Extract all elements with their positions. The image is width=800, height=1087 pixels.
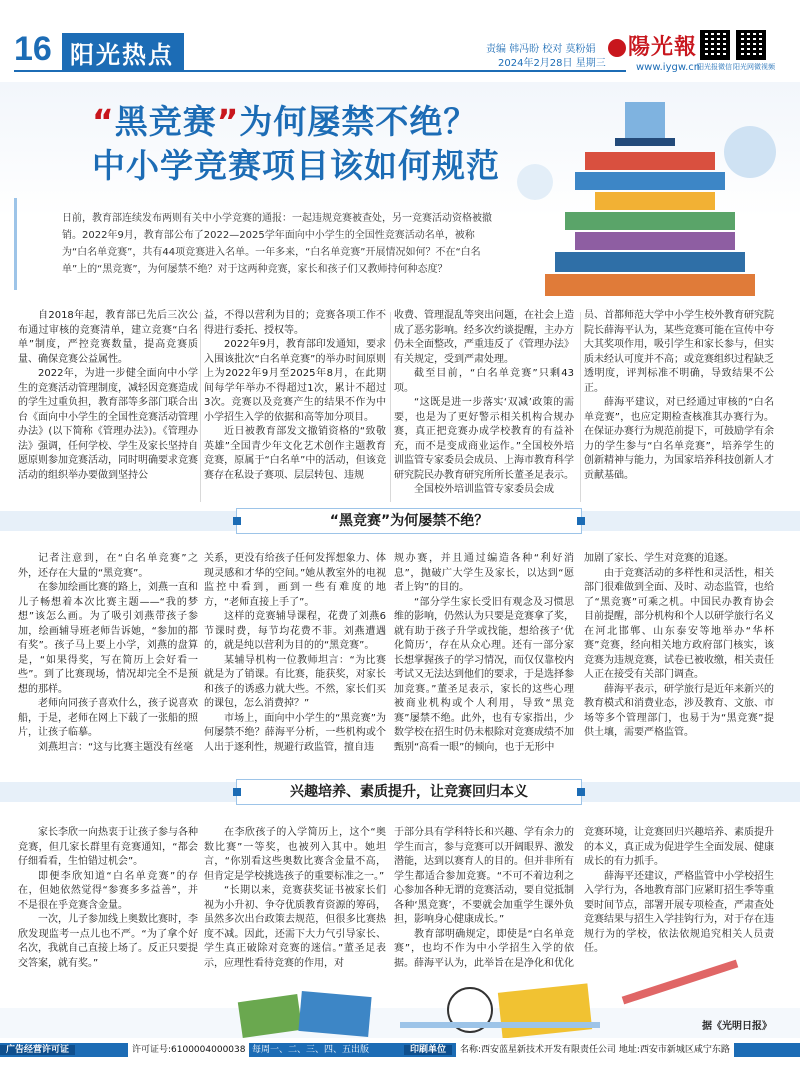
subhead-why-black-contests: “黑竞赛”为何屡禁不绝？: [236, 508, 582, 534]
qr1-caption: 阳光报微信: [697, 63, 732, 71]
paragraph: 关系，更没有给孩子任何发挥想象力、体现灵感和才华的空间。”她从教室外的电视监控中看到，画到一些有难度的地方，“老师直接上手了”。: [204, 553, 386, 608]
newspaper-logo: [608, 30, 698, 58]
mortarboard-icon: [625, 102, 665, 138]
date-line: 2024年2月28日 星期三: [498, 58, 606, 69]
paragraph: 即便李欣知道“白名单竞赛”的存在，但她依然觉得“参赛多多益善”，并不是很在乎竞赛含金量。: [18, 870, 198, 911]
footer-ad-label: [0, 1043, 75, 1057]
section-tag: 阳光热点: [62, 33, 184, 72]
headline: [92, 100, 500, 188]
subhead-return-to-purpose: 兴趣培养、素质提升，让竞赛回归本义: [236, 779, 582, 805]
s1-column-1: [18, 309, 198, 519]
paragraph: 老师向同孩子喜欢什么，孩子说喜欢船，于是，老师在网上下载了一张船的照片，让孩子临摹。: [18, 698, 198, 738]
editors-line: 责编 韩冯盼 校对 莫粉娟: [486, 44, 596, 55]
s2-column-2: [204, 552, 386, 753]
intro-lead: 日前，教育部连续发布两则有关中小学竞赛的通报：一起违规竞赛被查处，另一竞赛活动资格被撤销。2022年9月，教育部公布了2022—2025学年面向中小学生的全国性竞赛活动名单，被称为“白名单竞赛”，共有44项竞赛进入名单。一年多来，“白名单竞赛”开展情况如何？不在“白名单”上的“黑竞赛”，为何屡禁不绝？对于这两种竞赛，家长和孩子们又教师持何种态度？: [62, 213, 492, 275]
paragraph: “这既是进一步落实‘双减’政策的需要，也是为了更好警示相关机构合规办赛，真正把竞赛办成学校教育的有益补充，而不是变成商业运作。”全国校外培训监管专家委员会成员、上海市教育科学研究院民办教育研究所所长董圣足表示。: [394, 397, 574, 481]
paragraph: 2022年9月，教育部印发通知，要求入围该批次“白名单竞赛”的举办时间原则上为2022年9月至2025年8月，在此期间每学年举办不得超过1次，累计不超过3次。竞赛以及竞赛产生的结果不作为中小学招生入学的依据和高等加分项目。: [204, 339, 386, 423]
paragraph: 某辅导机构一位教师坦言：“为比赛就是为了销课。有比赛，能获奖，对家长和孩子的诱惑力就大些。不然，家长们买的课包，怎么消费掉？”: [204, 654, 386, 709]
video-qr-icon[interactable]: [736, 30, 766, 60]
page-header: [0, 0, 800, 80]
s1-column-2: [204, 309, 386, 519]
paragraph: 竞赛环境，让竞赛回归兴趣培养、素质提升的本义，真正成为促进学生全面发展、健康成长的有力抓手。: [584, 827, 774, 867]
print-label: 印刷单位: [404, 1045, 452, 1055]
site-url[interactable]: www.iygw.cn: [636, 62, 701, 73]
paragraph: 薛海平还建议，严格监管中小学校招生入学行为，各地教育部门应紧盯招生季等重要时间节点，部署开展专项检查，严肃查处竞赛结果与招生入学挂钩行为，对于存在违规行为的学校，依法依规追究相关人员责任。: [584, 870, 774, 954]
headline-quote-close: ”: [216, 102, 240, 141]
footer-printer: 名称:西安蓝星新技术开发有限责任公司 地址:西安市新城区咸宁东路: [456, 1043, 734, 1057]
headline-quote-open: “: [92, 102, 115, 141]
footer-license: 许可证号:6100004000038: [128, 1043, 249, 1057]
paragraph: 家长李欣一向热衷于让孩子参与各种竞赛，但几家长群里有竞赛通知，“都会仔细看看，生怕错过机会”。: [18, 827, 198, 867]
footer-print-label: [404, 1043, 452, 1057]
paragraph: 近日被教育部发文撤销资格的“致敬英雄”全国青少年文化艺术创作主题教育竞赛，原属于“白名单”中的活动，但该竞赛存在私设子赛项、层层转包、违规: [204, 426, 386, 481]
paragraph: 益，不得以营利为目的；竞赛各项工作不得进行委托、授权等。: [204, 310, 386, 336]
paragraph: 薛海平表示，研学旅行是近年来新兴的教育模式和消费业态，涉及教育、文旅、市场等多个管理部门，也易于为“黑竞赛”提供土壤，需要严格监管。: [584, 683, 774, 738]
page-number: 16: [14, 30, 52, 68]
paragraph: 员、首都师范大学中小学生校外教育研究院院长薛海平认为，某些竞赛可能在宣传中夸大其奖项作用，吸引学生和家长参与，但实质未经认可度并不高；或竞赛组织过程缺乏透明度，评判标准不明确，导致结果不公正。: [584, 310, 774, 394]
s2-column-3: [394, 552, 574, 753]
logo-text: 陽光報: [628, 34, 698, 60]
paragraph: 加剧了家长、学生对竞赛的追逐。: [584, 553, 734, 564]
paragraph: 2022年，为进一步健全面向中小学生的竞赛活动管理制度，减轻因竞赛造成的学生过重负担，教育部等多部门联合出台《面向中小学生的全国性竞赛活动管理办法》(以下简称《管理办法》)。《管理办法》强调，任何学校、学生及家长坚持自愿原则参加竞赛活动，同时明确要求竞赛活动的组织举办要做到坚持公: [18, 368, 198, 481]
paragraph: 自2018年起，教育部已先后三次公布通过审核的竞赛清单，建立竞赛“白名单”制度，严控竞赛数量，提高竞赛质量、确保竞赛公益属性。: [18, 310, 198, 365]
source-credit: 据《光明日报》: [702, 1021, 772, 1032]
paragraph: 记者注意到，在“白名单竞赛”之外，还存在大量的“黑竞赛”。: [18, 553, 198, 579]
paragraph: 收费、管理混乱等突出问题，在社会上造成了恶劣影响。经多次约谈提醒，主办方仍未全面整改，严重违反了《管理办法》有关规定，受到严肃处理。: [394, 310, 574, 365]
column-divider: [580, 312, 581, 502]
paragraph: 由于竞赛活动的多样性和灵活性，相关部门很难做到全面、及时、动态监管，也给了“黑竞赛”可乘之机。中国民办教育协会目前提醒，部分机构和个人以研学旅行名义在河北邯郸、山东泰安等地举办“华杯赛”竞赛，经向相关地方政府部门核实，该竞赛为违规竞赛，试卷已被收缴，相关责任人正在接受有关部门调查。: [584, 567, 774, 680]
paragraph: 在参加绘画比赛的路上，刘燕一直和儿子畅想着本次比赛主题——“我的梦想”该怎么画。为了吸引刘燕带孩子参加，绘画辅导班老师告诉她，“参加的都有奖”。孩子马上要上小学，刘燕的盘算是，“如果得奖，写在简历上会好看一些”。到了比赛现场，情况却完全不是预想的那样。: [18, 582, 198, 695]
header-rule: [14, 70, 626, 72]
footer-schedule: 每周一、二、三、四、五出版: [252, 1045, 370, 1055]
paragraph: 这样的竞赛辅导课程，花费了刘燕6节课时费，每节均花费不菲。刘燕遭遇的，就是纯以营利为目的的“黑竞赛”。: [204, 611, 386, 651]
s2-column-1: [18, 552, 198, 753]
paragraph: 全国校外培训监管专家委员会成: [414, 484, 554, 495]
qr2-caption: 阳光网微视频: [733, 63, 775, 71]
logo-seal-icon: [608, 39, 626, 57]
paragraph: 于部分具有学科特长和兴趣、学有余力的学生而言，参与竞赛可以开阔眼界、激发潜能，达到以赛育人的目的。但并非所有学生都适合参加竞赛。“不可不着边利之心参加各种无谓的竞赛活动，要自觉抵制各种‘黑竞赛’，不要就会加重学生课外负担，影响身心健康成长。”: [394, 827, 574, 925]
ad-license-label: 广告经营许可证: [0, 1045, 75, 1055]
school-supplies-illustration: [0, 958, 800, 1038]
paragraph: 刘燕坦言：“这与比赛主题没有丝毫: [38, 741, 194, 753]
headline-line-1: [92, 100, 500, 144]
s2-column-4: [584, 552, 774, 742]
s1-column-3: [394, 309, 574, 519]
paragraph: 一次，儿子参加线上奥数比赛时，李欣发现监考一点儿也不严。“为了拿个好名次，我就自己直接上场了。反正只要提交答案，就有奖。”: [18, 914, 198, 969]
headline-rest: 为何屡禁不绝？: [239, 102, 478, 141]
headline-line-2: 中小学竞赛项目该如何规范: [92, 146, 500, 185]
column-divider: [200, 312, 201, 502]
paragraph: 在李欣孩子的入学简历上，这个“奥数比赛”一等奖，也被列入其中。她坦言，“你别看这些奥数比赛含金量不高，但肯定是学校挑选孩子的重要标准之一。”: [204, 827, 386, 882]
paragraph: “长期以来，竞赛获奖证书被家长们视为小升初、争夺优质教育资源的筹码，虽然多次出台政策去规范，但很多比赛热度不减。因此，还需下大力气引导家长、学生真正破除对竞赛的迷信。”董圣足表示，应理性看待竞赛的作用，对: [204, 885, 386, 969]
paragraph: 截至目前，“白名单竞赛”只剩43项。: [394, 368, 574, 394]
column-divider: [390, 312, 391, 502]
paragraph: 教育部明确规定，即使是“白名单竞赛”，也均不作为中小学招生入学的依据。薛海平认为，此举旨在是净化和优化: [394, 928, 574, 969]
headline-highlight: 黑竞赛: [114, 102, 217, 141]
paragraph: 市场上，面向中小学生的“黑竞赛”为何屡禁不绝？薛海平分析，一些机构或个人出于逐利性，规避行政监管，擅自违: [204, 712, 386, 753]
wechat-qr-icon[interactable]: [700, 30, 730, 60]
s1-column-4: [584, 309, 774, 519]
paragraph: “部分学生家长受旧有观念及习惯思维的影响，仍然认为只要是竞赛拿了奖，就有助于孩子升学或找能，想给孩子‘优化简历’，存在从众心理。还有一部分家长想掌握孩子的学习情况，而仅仅靠校内考试又无法达到他们的要求，于是选择参加竞赛。”董圣足表示，家长的这些心理被商业机构或个人利用，导致“黑竞赛”屡禁不绝。此外，也有专家指出，少数学校在招生时仍未根除对竞赛成绩不加甄别“高看一眼”的倾向，也于无形中: [394, 596, 574, 753]
books-illustration: [505, 92, 795, 304]
paragraph: 薛海平建议，对已经通过审核的“白名单竞赛”，也应定期检查核准其办赛行为。在保证办赛行为规范前提下，可鼓励学有余力的学生参与“白名单竞赛”，培养学生的创新精神与能力，为国家培养科技创新人才贡献基础。: [584, 397, 774, 481]
paragraph: 规办赛，并且通过编造各种“利好消息”，抛破广大学生及家长，以达到“愿者上钩”的目的。: [394, 553, 574, 593]
